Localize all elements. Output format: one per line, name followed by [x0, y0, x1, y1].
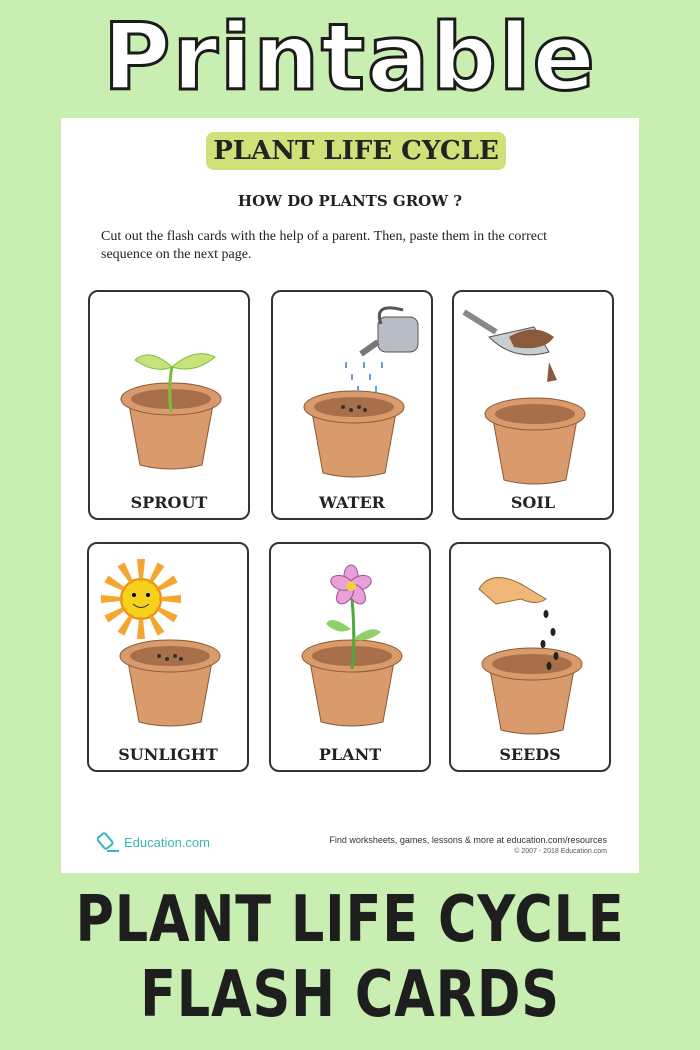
flower-illustration	[271, 544, 433, 774]
pot-icon	[482, 648, 582, 734]
sprout-illustration	[90, 292, 252, 522]
pencil-logo-icon	[97, 831, 121, 853]
card-label: WATER	[319, 493, 385, 512]
hand-icon	[479, 578, 546, 604]
bottom-title-line2: FLASH CARDS	[140, 958, 560, 1032]
card-label: SEEDS	[499, 745, 561, 764]
card-label: SOIL	[510, 493, 556, 512]
education-logo[interactable]	[97, 831, 210, 853]
worksheet	[61, 118, 639, 873]
bottom-title-line1: PLANT LIFE CYCLE	[75, 883, 625, 957]
card-label: PLANT	[318, 745, 382, 764]
worksheet-subtitle: HOW DO PLANTS GROW ?	[237, 192, 463, 210]
flash-card-seeds	[449, 542, 611, 772]
footer-tagline: Find worksheets, games, lessons & more at education.com/resources	[329, 835, 607, 845]
flash-card-sunlight	[87, 542, 249, 772]
flash-card-water	[271, 290, 433, 520]
trowel-soil-illustration	[454, 292, 616, 522]
trowel-icon	[464, 312, 557, 382]
sun-illustration	[89, 544, 251, 774]
logo-text: Education.com	[124, 834, 210, 850]
watering-can-icon	[361, 308, 418, 354]
card-label: SUNLIGHT	[118, 745, 218, 764]
card-label: SPROUT	[130, 493, 208, 512]
worksheet-title: PLANT LIFE CYCLE	[206, 132, 506, 170]
copyright: © 2007 - 2018 Education.com	[514, 848, 607, 855]
pot-icon	[120, 640, 220, 726]
sun-icon	[101, 559, 181, 639]
instructions: Cut out the flash cards with the help of a parent. Then, paste them in the correct sequence on the next page.	[101, 229, 548, 262]
footer	[329, 834, 607, 858]
flash-card-sprout	[88, 290, 250, 520]
printable-heading: Printable	[103, 4, 597, 111]
hand-seeds-illustration	[451, 544, 613, 774]
pot-icon	[304, 391, 404, 477]
pot-icon	[485, 398, 585, 484]
flash-card-soil	[452, 290, 614, 520]
watering-can-illustration	[273, 292, 435, 522]
flash-card-plant	[269, 542, 431, 772]
